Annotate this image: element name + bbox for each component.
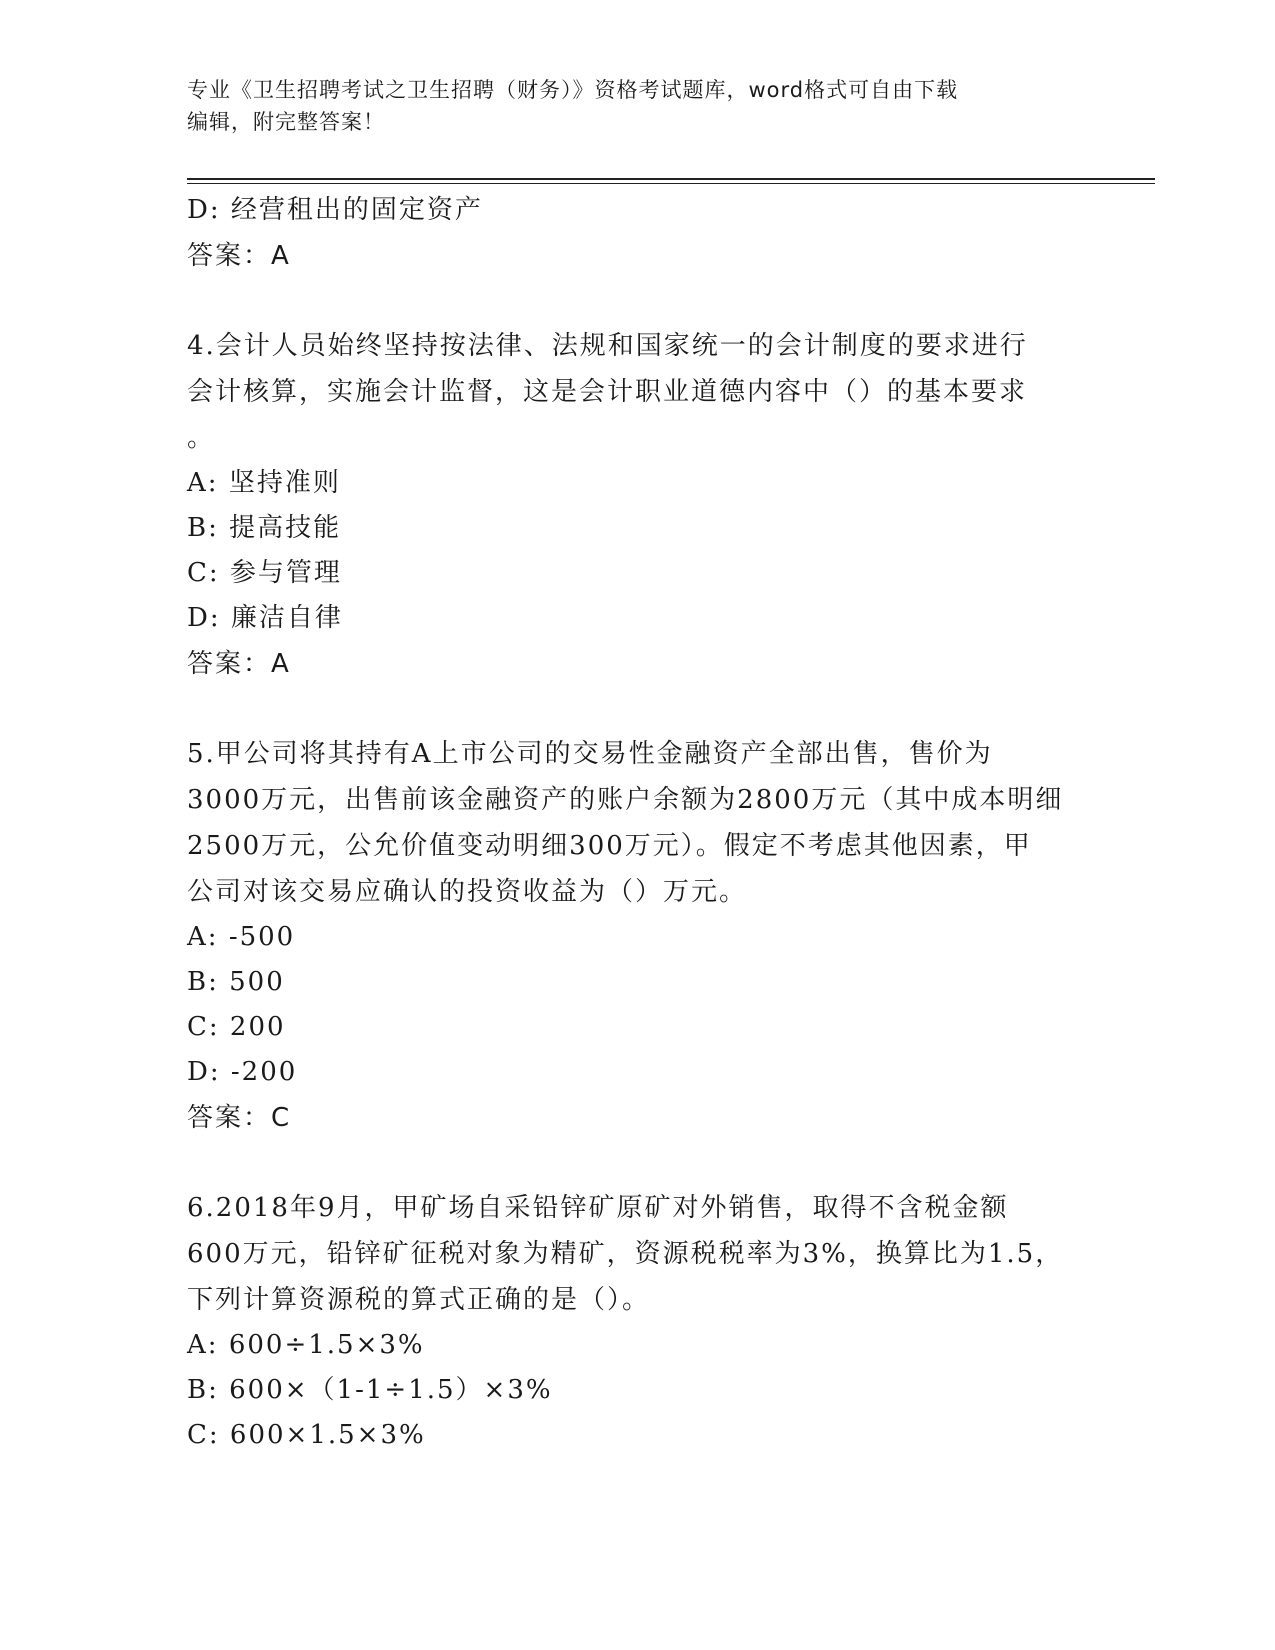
option-text: 参与管理 [229, 558, 342, 588]
option-a [187, 915, 1107, 960]
answer-line: 答案：A [187, 241, 291, 271]
option-label: D: [187, 1057, 221, 1087]
option-b [187, 960, 1107, 1005]
question-list [187, 188, 1107, 1458]
option-text: 提高技能 [229, 513, 342, 543]
option-b [187, 506, 1107, 551]
option-text: 600×（1-1÷1.5）×3% [229, 1375, 553, 1405]
option-a [187, 461, 1107, 506]
option-text: 坚持准则 [228, 468, 341, 498]
question-3-tail [187, 188, 1107, 279]
question-text-line: 会计核算，实施会计监督，这是会计职业道德内容中（）的基本要求 [187, 377, 1028, 407]
option-text: 600×1.5×3% [229, 1420, 426, 1450]
question-5 [187, 731, 1107, 1141]
option-text: -500 [228, 922, 296, 952]
option-label: C: [187, 1012, 220, 1042]
option-c [187, 1005, 1107, 1050]
option-d [187, 1050, 1107, 1095]
answer-line: 答案：C [187, 1103, 292, 1133]
question-text-line: 6.2018年9月，甲矿场自采铅锌矿原矿对外销售，取得不含税金额 [187, 1193, 1009, 1223]
header-line-1: 专业《卫生招聘考试之卫生招聘（财务）》资格考试题库，word格式可自由下载 [187, 78, 959, 102]
option-a [187, 1323, 1107, 1368]
option-text: 廉洁自律 [230, 603, 343, 633]
option-label: B: [187, 513, 219, 543]
option-label: C: [187, 1420, 220, 1450]
option-label: D: [187, 195, 221, 225]
option-text: 600÷1.5×3% [228, 1330, 425, 1360]
question-6 [187, 1185, 1107, 1458]
option-c [187, 551, 1107, 596]
option-label: A: [187, 922, 219, 952]
question-text-line: 公司对该交易应确认的投资收益为（）万元。 [187, 877, 748, 907]
option-c [187, 1413, 1107, 1458]
question-text-line: 4.会计人员始终坚持按法律、法规和国家统一的会计制度的要求进行 [187, 331, 1028, 361]
question-text-line: 下列计算资源税的算式正确的是（）。 [187, 1285, 651, 1315]
question-text-line: 。 [187, 423, 216, 453]
header-line-2: 编辑，附完整答案！ [187, 110, 385, 134]
option-label: C: [187, 558, 220, 588]
option-label: A: [187, 468, 219, 498]
option-label: D: [187, 603, 221, 633]
option-label: A: [187, 1330, 219, 1360]
document-header [187, 74, 1087, 138]
option-b [187, 1368, 1107, 1413]
option-text: 经营租出的固定资产 [230, 195, 483, 225]
header-divider-thin [187, 183, 1155, 184]
question-text-line: 5.甲公司将其持有A上市公司的交易性金融资产全部出售，售价为 [187, 739, 993, 769]
question-4 [187, 323, 1107, 687]
header-divider-thick [187, 178, 1155, 180]
question-text-line: 600万元，铅锌矿征税对象为精矿，资源税税率为3%，换算比为1.5， [187, 1239, 1064, 1269]
option-label: B: [187, 967, 219, 997]
option-label: B: [187, 1375, 219, 1405]
option-text: 500 [229, 967, 285, 997]
option-text: 200 [229, 1012, 286, 1042]
option-text: -200 [230, 1057, 298, 1087]
option-d [187, 188, 1107, 233]
answer-line: 答案：A [187, 649, 291, 679]
question-text-line: 2500万元，公允价值变动明细300万元）。假定不考虑其他因素，甲 [187, 831, 1032, 861]
option-d [187, 596, 1107, 641]
question-text-line: 3000万元，出售前该金融资产的账户余额为2800万元（其中成本明细 [187, 785, 1064, 815]
